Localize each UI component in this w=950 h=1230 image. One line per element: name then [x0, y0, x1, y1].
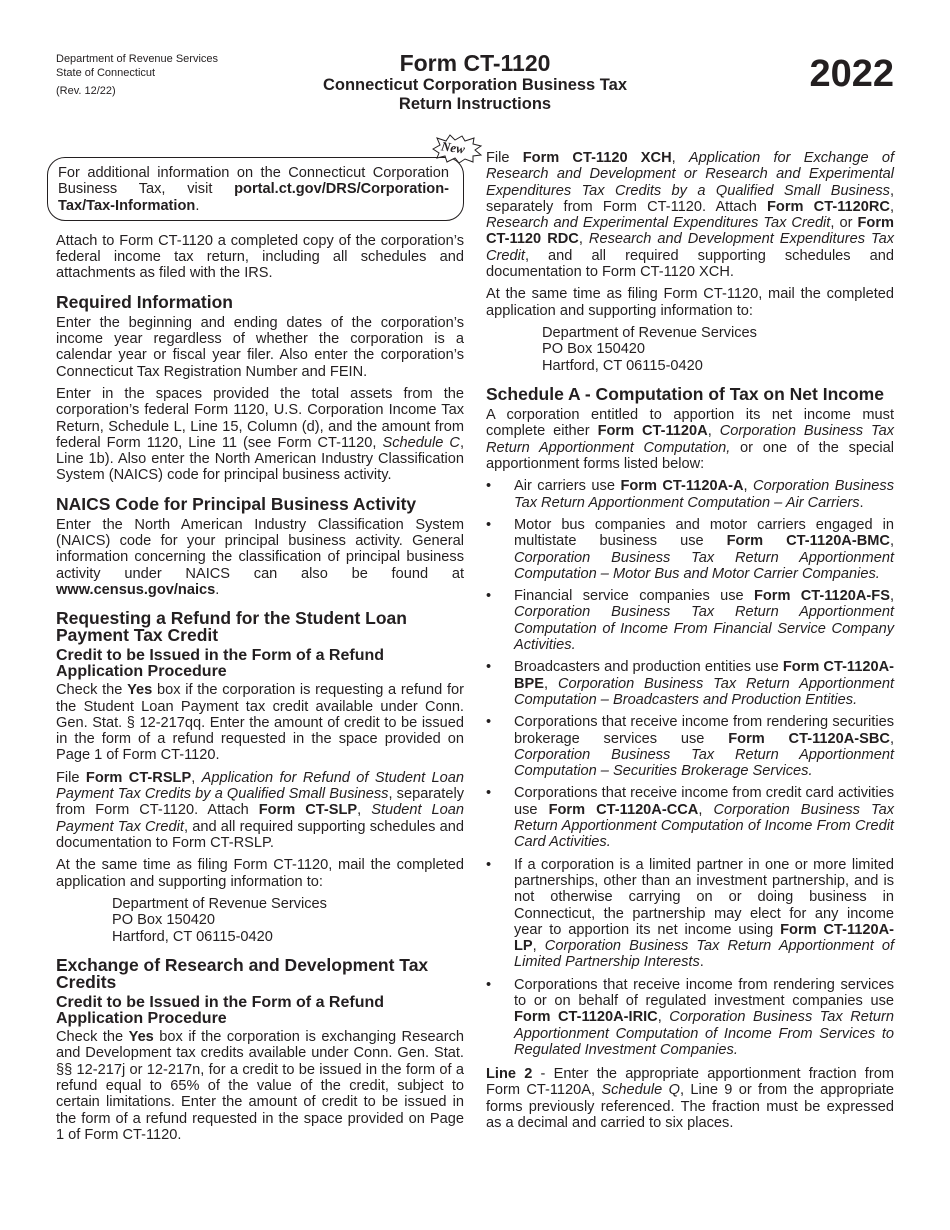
form-title-block: [270, 50, 680, 114]
text-run: ,: [657, 1009, 670, 1026]
text-run: For additional information on the Connecticut Corporation Business Tax, visit: [58, 165, 449, 198]
section-heading: Exchange of Research and Development Tax Credits: [56, 955, 429, 993]
tax-year: 2022: [809, 53, 894, 95]
bold-text: Form CT-RSLP: [85, 769, 192, 786]
italic-text: Application for Refund of Student Loan Payment Tax Credits by a Qualified Small Business: [56, 769, 465, 803]
text-run: , separately from Form CT-1120. Attach: [56, 786, 464, 819]
list-item: [486, 977, 894, 1058]
text-run: ,: [532, 938, 545, 955]
left-column: [56, 138, 466, 1149]
bold-text: portal.ct.gov/DRS/Corporation-Tax/Tax-Information: [58, 181, 449, 214]
text-run: .: [215, 581, 220, 598]
text-run: ,: [698, 801, 714, 818]
text-run: Check the: [56, 1029, 129, 1046]
bold-text: Form CT-1120A-CCA: [548, 801, 699, 818]
bold-text: Yes: [128, 1029, 154, 1046]
text-run: .: [195, 197, 200, 214]
text-run: , Line 9 or from the appropriate forms previously referenced. The fraction must be expressed as a decimal and carried to six places.: [486, 1082, 895, 1132]
section-heading: NAICS Code for Principal Business Activity: [56, 493, 417, 514]
list-item: [486, 785, 894, 850]
text-run: Corporations that receive income from credit card activities use: [514, 785, 894, 818]
bold-text: Form CT-1120A: [597, 423, 708, 440]
text-run: , separately from Form CT-1120. Attach: [486, 182, 894, 215]
paragraph: [56, 233, 464, 282]
text-run: Corporations that receive income from rendering services to or on behalf of regulated investment companies use: [514, 976, 894, 1009]
bold-text: Form CT-SLP: [258, 802, 358, 819]
section-heading: Schedule A - Computation of Tax on Net Income: [486, 384, 884, 405]
paragraph: [486, 1066, 894, 1131]
bold-text: Form CT-1120 RDC: [486, 215, 894, 248]
bold-text: Form CT-1120A-FS: [753, 588, 890, 605]
italic-text: Corporation Business Tax Return Apportionment of Limited Partnership Interests: [514, 938, 894, 971]
bold-text: Line 2: [486, 1066, 533, 1083]
list-item: [486, 857, 894, 971]
italic-text: Corporation Business Tax Return Apportionment Computation of Income From Credit Card Activities.: [514, 801, 894, 851]
text-run: A corporation entitled to apportion its net income must complete either: [486, 407, 894, 440]
section-heading: Credit to be Issued in the Form of a Refund Application Procedure: [56, 994, 385, 1028]
paragraph: [486, 150, 894, 280]
info-callout-box: [47, 138, 466, 221]
italic-text: Corporation Business Tax Return Apportionment Computation – Air Carriers: [514, 478, 894, 511]
bold-text: Form CT-1120 XCH: [522, 150, 672, 166]
paragraph: [56, 857, 464, 890]
text-run: , or: [830, 215, 858, 232]
text-run: File: [56, 769, 86, 786]
section-heading: Credit to be Issued in the Form of a Refund Application Procedure: [56, 647, 385, 681]
paragraph: [56, 682, 464, 763]
text-run: , and all required supporting schedules and documentation to Form CT-RSLP.: [56, 818, 464, 851]
address-line: Department of Revenue Services: [112, 895, 327, 912]
list-item: [486, 588, 894, 653]
italic-text: Research and Development Expenditures Tax Credit: [486, 231, 895, 264]
apportionment-form-list: [486, 478, 894, 1058]
address-line: Department of Revenue Services: [542, 324, 757, 341]
text-run: ,: [889, 730, 894, 747]
text-run: Corporations that receive income from rendering securities brokerage services use: [514, 714, 894, 747]
text-run: ,: [889, 198, 894, 215]
section-heading: Requesting a Refund for the Student Loan Payment Tax Credit: [56, 608, 407, 646]
italic-text: Research and Experimental Expenditures Tax Credit: [486, 215, 831, 232]
text-run: At the same time as filing Form CT-1120, mail the completed application and supporting information to:: [486, 286, 894, 319]
list-item: [486, 517, 894, 582]
department-name: Department of Revenue Services: [56, 53, 219, 65]
paragraph: [56, 386, 464, 484]
bold-text: Form CT-1120RC: [767, 198, 890, 215]
paragraph: [56, 1029, 464, 1143]
text-run: ,: [357, 802, 372, 819]
italic-text: Schedule C: [382, 434, 460, 451]
right-column: [486, 150, 894, 1137]
text-run: Enter the beginning and ending dates of the corporation’s income year regardless of whether the corporation is a calendar year or fiscal year filer. Also enter the corporation’s Connecticut Tax Registration Number and FEIN.: [56, 314, 464, 380]
text-run: At the same time as filing Form CT-1120, mail the completed application and supporting information to:: [56, 857, 464, 890]
italic-text: Corporation Business Tax Return Apportionment Computation – Securities Brokerage Services.: [514, 746, 894, 780]
text-run: .: [699, 954, 704, 971]
text-run: ,: [707, 423, 720, 440]
bold-text: Form CT-1120A-IRIC: [514, 1009, 658, 1026]
bold-text: Form CT-1120A-BMC: [726, 533, 890, 550]
italic-text: Corporation Business Tax Return Apportionment Computation,: [486, 423, 894, 456]
text-run: ,: [544, 675, 558, 692]
bold-text: Form CT-1120A-SBC: [728, 730, 890, 747]
text-run: Check the: [56, 682, 128, 699]
paragraph: [486, 286, 894, 319]
text-run: Broadcasters and production entities use: [514, 659, 783, 676]
text-run: Enter in the spaces provided the total assets from the corporation’s federal Form 1120, U.S. Corporation Income Tax Return, Schedule L, Line 15, Column (d), and the amount from federal Form 1120, Line 11 (see Form CT-1120,: [56, 385, 464, 451]
text-run: ,: [671, 150, 689, 166]
italic-text: Student Loan Payment Tax Credit: [56, 802, 464, 835]
mailing-address: [542, 325, 894, 374]
text-run: - Enter the appropriate apportionment fraction from Form CT-1120A,: [486, 1066, 894, 1099]
bold-text: www.census.gov/naics: [56, 581, 216, 598]
address-line: PO Box 150420: [112, 912, 216, 929]
bold-text: Yes: [127, 682, 153, 699]
text-run: or one of the special apportionment forms listed below:: [486, 439, 895, 473]
list-item: [486, 714, 894, 779]
agency-info: [56, 53, 218, 99]
bold-text: Form CT-1120A-LP: [514, 921, 894, 955]
form-subtitle-2: Return Instructions: [398, 95, 552, 113]
italic-text: Corporation Business Tax Return Apportionment Computation of Income From Financial Service Company Activities.: [514, 604, 894, 654]
address-line: Hartford, CT 06115-0420: [542, 357, 703, 374]
revision-date: (Rev. 12/22): [56, 85, 116, 97]
text-run: , and all required supporting schedules and documentation to Form CT-1120 XCH.: [486, 247, 894, 281]
paragraph: [56, 315, 464, 380]
text-run: Attach to Form CT-1120 a completed copy of the corporation’s federal income tax return, including all schedules and attachments as filed with the IRS.: [56, 232, 464, 282]
text-run: If a corporation is a limited partner in one or more limited partnerships, other than an investment partnership, and is not otherwise carrying on or doing business in Connecticut, the partnership may elect for any income year to apportion its net income using: [514, 856, 894, 938]
italic-text: Application for Exchange of Research and Development or Research and Experimental Expenditures Tax Credits by a Qualified Small Business: [486, 150, 895, 199]
bold-text: Form CT-1120A-A: [620, 478, 744, 495]
text-run: .: [859, 494, 864, 511]
section-heading: Required Information: [56, 291, 233, 312]
address-line: Hartford, CT 06115-0420: [112, 928, 273, 945]
address-line: PO Box 150420: [542, 341, 646, 358]
new-badge-label: New: [440, 138, 466, 157]
text-run: Air carriers use: [514, 478, 621, 495]
form-title: Form CT-1120: [399, 50, 551, 76]
italic-text: Corporation Business Tax Return Apportionment Computation of Income From Services to Regulated Investment Companies.: [514, 1009, 894, 1058]
text-run: ,: [889, 588, 894, 605]
italic-text: Schedule Q: [601, 1082, 680, 1099]
paragraph: [486, 407, 894, 472]
italic-text: Corporation Business Tax Return Apportionment Computation – Broadcasters and Production Entities.: [514, 675, 895, 708]
text-run: ,: [889, 533, 895, 550]
paragraph: [56, 770, 464, 851]
italic-text: Corporation Business Tax Return Apportionment Computation – Motor Bus and Motor Carrier Companies.: [514, 549, 894, 582]
text-run: box if the corporation is requesting a refund for the Student Loan Payment tax credit available under Conn. Gen. Stat. § 12-217qq. Enter the amount of credit to be issued in the form of a refund requested in the space provided on Page 1 of Form CT-1120.: [56, 682, 464, 764]
state-name: State of Connecticut: [56, 66, 156, 79]
new-badge-icon: [431, 134, 483, 164]
text-run: ,: [743, 478, 754, 495]
list-item: [486, 659, 894, 708]
text-run: , Line 1b). Also enter the North American Industry Classification System (NAICS) code for principal business activity.: [56, 434, 464, 484]
text-run: File: [486, 150, 523, 166]
text-run: ,: [191, 769, 202, 786]
mailing-address: [112, 896, 464, 945]
paragraph: [56, 517, 464, 598]
form-subtitle-1: Connecticut Corporation Business Tax: [322, 76, 628, 94]
text-run: Financial service companies use: [514, 588, 754, 605]
list-item: [486, 478, 894, 511]
bold-text: Form CT-1120A-BPE: [514, 659, 894, 692]
text-run: Motor bus companies and motor carriers engaged in multistate business use: [514, 516, 894, 550]
text-run: box if the corporation is exchanging Research and Development tax credits available under Conn. Gen. Stat. §§ 12-217j or 12-217n, for a credit to be issued in the form of a refund equal to 65% of the value of the credit, subject to certain limitations. Enter the amount of credit to be issued in the form of a refund requested in the space provided on Page 1 of Form CT-1120.: [56, 1029, 465, 1143]
text-run: Enter the North American Industry Classification System (NAICS) code for your principal business activity. General information concerning the classification of principal business activity under NAICS can also be found at: [56, 516, 464, 582]
text-run: ,: [578, 231, 589, 248]
